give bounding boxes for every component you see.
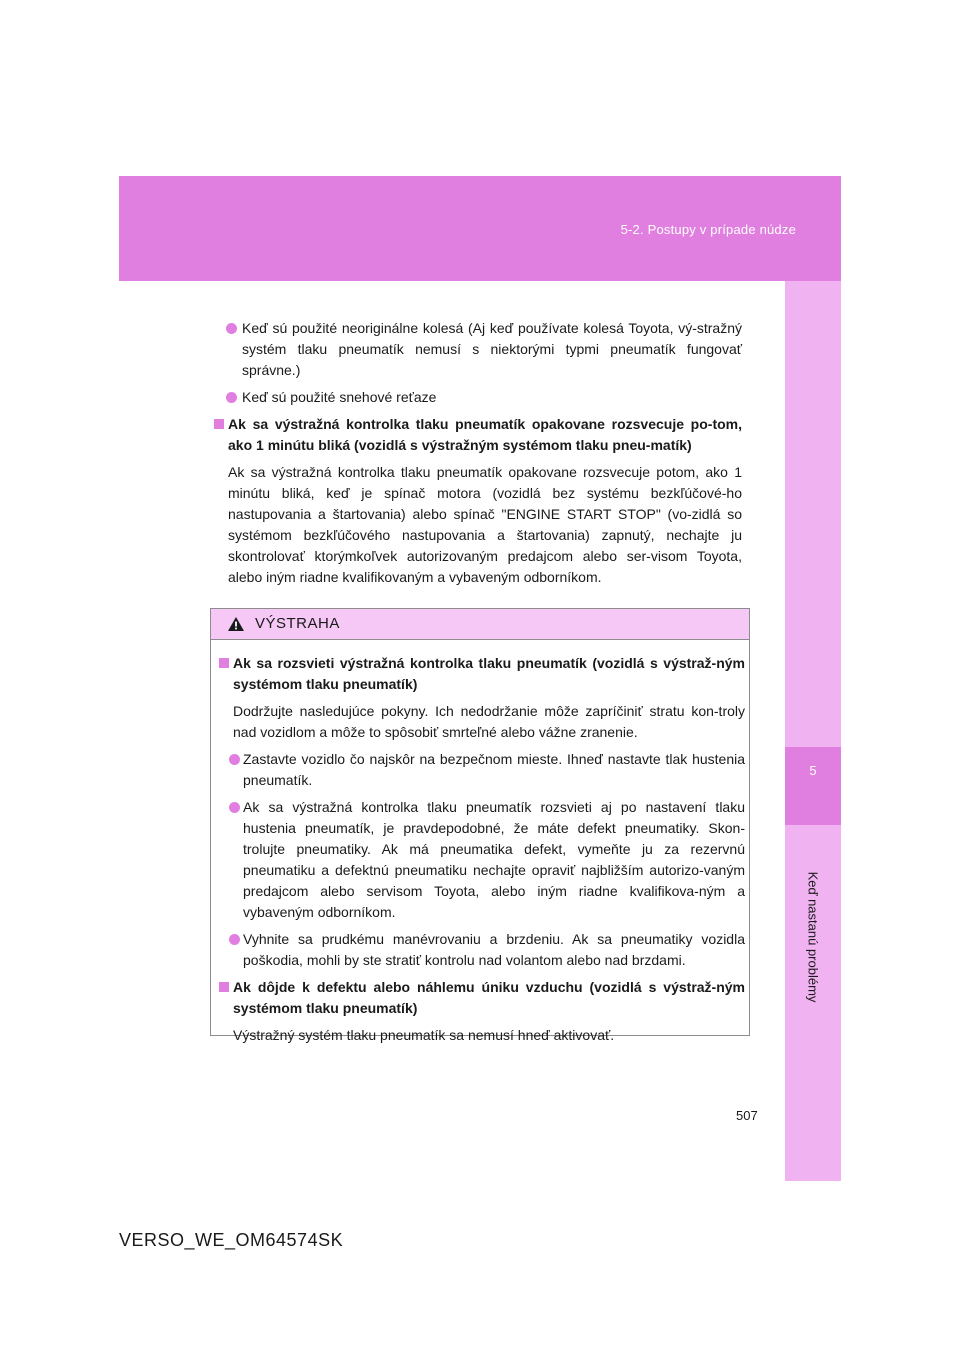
bullet-text: Ak sa výstražná kontrolka tlaku pneumatík rozsvieti aj po nastavení tlaku hustenia pneumatík, je pravdepodobné, že máte defekt pneumatiky. Skon-trolujte pneumatiky. Ak má pneumatika defekt, vymeňte ju za rezervnú pneumatiku a defektnú pneumatiku nechajte opraviť najbližším autorizo-vaným predajcom alebo servisom Toyota, alebo iným riadne kvalifikova-ným a vybaveným odborníkom. [243, 799, 745, 920]
list-item [214, 318, 742, 381]
side-tab [785, 281, 841, 1181]
warning-text: Výstražný systém tlaku pneumatík sa nemusí hneď aktivovať. [233, 1027, 615, 1043]
section-text: Ak sa výstražná kontrolka tlaku pneumatík opakovane rozsvecuje potom, ako 1 minútu bliká, keď je spínač motora (vozidlá bez systému bezkľúčové-ho nastupovania a štartovania) alebo spínač "ENGINE START STOP" (vo-zidlá so systémom bezkľúčového nastupovania a štartovania) zapnutý, nechajte ju skontrolovať ktorýmkoľvek autorizovaným predajcom alebo ser-visom Toyota, alebo iným riadne kvalifikovaným a vybaveným odborníkom. [228, 464, 742, 585]
warning-header [211, 609, 749, 640]
warning-heading [215, 653, 745, 695]
chapter-number: 5 [809, 763, 817, 778]
chapter-box [785, 747, 841, 825]
bullet-text: Keď sú použité neoriginálne kolesá (Aj keď používate kolesá Toyota, vý-stražný systém tlaku pneumatík nemusí s niektorými typmi pneumatík fungovať správne.) [242, 320, 742, 378]
square-marker-icon [219, 982, 229, 992]
bullet-text: Zastavte vozidlo čo najskôr na bezpečnom mieste. Ihneď nastavte tlak hustenia pneumatík. [243, 751, 745, 788]
bullet-text: Keď sú použité snehové reťaze [242, 389, 437, 405]
warning-box [210, 608, 750, 1043]
bullet-text: Vyhnite sa prudkému manévrovaniu a brzdeniu. Ak sa pneumatiky vozidla poškodia, mohli by ste stratiť kontrolu nad volantom alebo nad brzdami. [243, 931, 745, 968]
warning-title: VÝSTRAHA [255, 615, 340, 632]
warning-body [215, 653, 745, 1052]
warning-heading [215, 977, 745, 1019]
bullet-circle-icon [229, 802, 240, 813]
section-heading [214, 414, 742, 456]
square-marker-icon [214, 419, 224, 429]
list-item [215, 797, 745, 923]
list-item [215, 749, 745, 791]
warning-heading-text: Ak sa rozsvieti výstražná kontrolka tlaku pneumatík (vozidlá s výstraž-ným systémom tlaku pneumatík) [233, 655, 745, 692]
square-marker-icon [219, 658, 229, 668]
header-band [119, 176, 841, 281]
chapter-label: Keď nastanú problémy [805, 871, 821, 1003]
list-item [214, 387, 742, 408]
page-number: 507 [736, 1108, 758, 1123]
section-heading-text: Ak sa výstražná kontrolka tlaku pneumatík opakovane rozsvecuje po-tom, ako 1 minútu bliká (vozidlá s výstražným systémom tlaku pneu-matík) [228, 416, 742, 453]
list-item [215, 929, 745, 971]
warning-heading-text: Ak dôjde k defektu alebo náhlemu úniku vzduchu (vozidlá s výstraž-ným systémom tlaku pneumatík) [233, 979, 745, 1016]
bullet-circle-icon [226, 392, 237, 403]
bullet-circle-icon [226, 323, 237, 334]
warning-triangle-icon [227, 616, 245, 632]
main-content [214, 318, 742, 594]
document-code: VERSO_WE_OM64574SK [119, 1230, 344, 1250]
bullet-circle-icon [229, 934, 240, 945]
warning-text: Dodržujte nasledujúce pokyny. Ich nedodržanie môže zapríčiniť stratu kon-troly nad vozidlom a môže to spôsobiť smrteľné alebo vážne zranenie. [233, 703, 745, 740]
section-title: 5-2. Postupy v prípade núdze [620, 222, 796, 237]
bullet-circle-icon [229, 754, 240, 765]
